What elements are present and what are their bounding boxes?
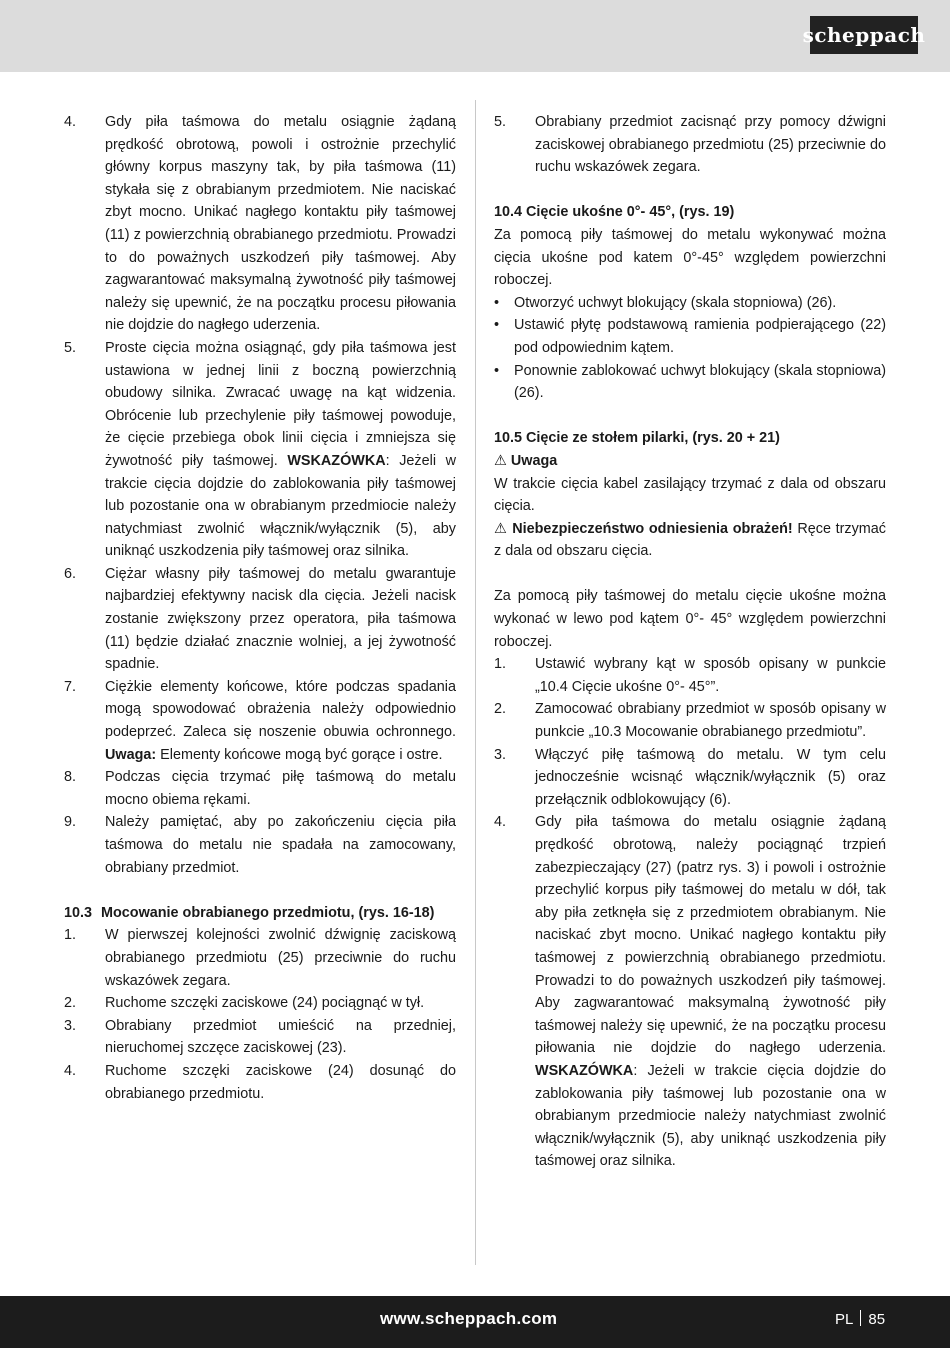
item-text: Proste cięcia można osiągnąć, gdy piła taśmowa jest ustawiona w jednej linii z boczną powierzchnią obudowy silnika. Zwracać uwagę na kąt widzenia. Obrócenie lub przechylenie piły taśmowej powoduje, że cięcie przebiega obok linii cięcia i zmniejsza się żywotność piły taśmowej. WSKAZÓWKA: Jeżeli w trakcie cięcia dojdzie do zablokowania piły taśmowej lub pozostanie ona w obrabianym przedmiocie należy natychmiast zwolnić włącznik/wyłącznik (5), aby uniknąć uszkodzenia piły taśmowej oraz silnika. (105, 339, 457, 560)
page-number: 85 (868, 1311, 886, 1328)
bullet-item: • Ponownie zablokować uchwyt blokujący (skala stopniowa) (26). (494, 360, 886, 405)
list-item (494, 811, 886, 1173)
website-link[interactable]: www.scheppach.com (380, 1309, 558, 1328)
list-item (64, 676, 456, 766)
warning-icon: ⚠ (494, 520, 508, 537)
bullet-icon: • (494, 317, 500, 334)
header-bar (0, 0, 950, 72)
paragraph: Za pomocą piły taśmowej do metalu cięcie ukośne można wykonać w lewo pod kątem 0°- 45° względem powierzchni roboczej. (494, 588, 886, 650)
list-item (64, 924, 456, 992)
bullet-icon: • (494, 294, 500, 311)
item-text: Ciężkie elementy końcowe, które podczas spadania mogą spowodować obrażenia należy odpowiednio podeprzeć. Zaleca się noszenie obuwia ochronnego. Uwaga: Elementy końcowe mogą być gorące i ostre. (105, 678, 456, 763)
item-number: 4. (64, 1062, 77, 1079)
left-column (64, 111, 456, 1105)
item-text: Zamocować obrabiany przedmiot w sposób opisany w punkcie „10.3 Mocowanie obrabianego przedmiotu”. (535, 701, 886, 741)
item-number: 2. (64, 995, 77, 1012)
right-column (494, 111, 886, 1173)
scheppach-logo: scheppach (810, 16, 918, 54)
item-text: Należy pamiętać, aby po zakończeniu cięcia piła taśmowa do metalu nie spadała na zamocowany, obrabiany przedmiot. (105, 814, 456, 876)
list-item (64, 992, 456, 1015)
item-text: Gdy piła taśmowa do metalu osiągnie żądaną prędkość obrotową, należy pociągnąć trzpień zabezpieczający (27) (patrz rys. 3) i powoli i ostrożnie przechylić korpus piły taśmowej do metalu w dół, tak aby piła zetknęła się z przedmiotem obrabianym. Nie naciskać zbyt mocno. Unikać nagłego kontaktu piły taśmowej z powierzchnią obrabianego przedmiotu. Prowadzi to do poważnych uszkodzeń piły taśmowej. Aby zagwarantować maksymalną żywotność piły taśmowej należy się upewnić, że na początku procesu piłowania nie dojdzie do nagłego uderzenia. WSKAZÓWKA: Jeżeli w trakcie cięcia dojdzie do zablokowania piły taśmowej lub pozostanie ona w obrabianym przedmiocie należy natychmiast zwolnić włącznik/wyłącznik (5), aby uniknąć uszkodzenia piły taśmowej oraz silnika. (535, 814, 886, 1170)
list-item (64, 1015, 456, 1060)
item-number: 3. (64, 1017, 77, 1034)
warning-icon: ⚠ (494, 452, 507, 469)
item-number: 1. (494, 656, 507, 673)
section-heading: 10.3 Mocowanie obrabianego przedmiotu, (rys. 16-18) (64, 904, 435, 921)
bullet-icon: • (494, 362, 500, 379)
item-text: Obrabiany przedmiot zacisnąć przy pomocy dźwigni zaciskowej obrabianego przedmiotu (25) przeciwnie do ruchu wskazówek zegara. (535, 114, 886, 176)
item-number: 6. (64, 565, 77, 582)
item-number: 4. (494, 814, 507, 831)
item-number: 2. (494, 701, 507, 718)
item-number: 1. (64, 927, 77, 944)
hint-label: WSKAZÓWKA (535, 1062, 634, 1079)
paragraph: W trakcie cięcia kabel zasilający trzymać z dala od obszaru cięcia. (494, 475, 886, 515)
item-text: Włączyć piłę taśmową do metalu. W tym celu jednocześnie wcisnąć włącznik/wyłącznik (5) oraz przełącznik odblokowujący (6). (535, 746, 886, 808)
item-text: Ustawić wybrany kąt w sposób opisany w punkcie „10.4 Cięcie ukośne 0°- 45°”. (535, 656, 886, 695)
list-item (64, 563, 456, 676)
hint-label: WSKAZÓWKA (287, 452, 386, 469)
item-number: 8. (64, 769, 77, 786)
section-heading: 10.4 Cięcie ukośne 0°- 45°, (rys. 19) (494, 204, 735, 221)
item-number: 4. (64, 114, 77, 130)
bullet-item: • Ustawić płytę podstawową ramienia podpierającego (22) pod odpowiednim kątem. (494, 314, 886, 359)
list-item (494, 653, 886, 698)
list-item (494, 111, 886, 179)
list-item (494, 698, 886, 743)
item-number: 3. (494, 746, 507, 763)
item-text: Gdy piła taśmowa do metalu osiągnie żądaną prędkość obrotową, powoli i ostrożnie przechylić główny korpus maszyny tak, by piła taśmowa (11) stykała się z obrabianym przedmiotem. Nie naciskać zbyt mocno. Unikać nagłego kontaktu piły taśmowej (11) z powierzchnią obrabianego przedmiotu. Prowadzi to do poważnych uszkodzeń piły taśmowej. Aby zagwarantować maksymalną żywotność piły taśmowej należy się upewnić, że na początku procesu piłowania nie dojdzie do nagłego uderzenia. (105, 114, 456, 334)
item-number: 7. (64, 678, 77, 695)
item-text: Ruchome szczęki zaciskowe (24) dosunąć do obrabianego przedmiotu. (105, 1062, 456, 1102)
list-item (64, 111, 456, 337)
column-divider (475, 100, 476, 1265)
item-number: 9. (64, 814, 77, 831)
item-number: 5. (494, 114, 507, 130)
item-text: W pierwszej kolejności zwolnić dźwignię zaciskową obrabianego przedmiotu (25) przeciwnie do ruchu wskazówek zegara. (105, 927, 456, 989)
footer-bar (0, 1296, 950, 1348)
section-heading: 10.5 Cięcie ze stołem pilarki, (rys. 20 + 21) (494, 430, 780, 447)
list-item (64, 1060, 456, 1105)
warning-heading: ⚠ Uwaga (494, 452, 558, 469)
list-item (64, 766, 456, 811)
item-number: 5. (64, 339, 77, 356)
item-text: Podczas cięcia trzymać piłę taśmową do metalu mocno obiema rękami. (105, 769, 456, 808)
list-item (64, 811, 456, 879)
bullet-item: • Otworzyć uchwyt blokujący (skala stopniowa) (26). (494, 292, 886, 315)
item-text: Ciężar własny piły taśmowej do metalu gwarantuje najbardziej efektywny nacisk dla cięcia. Jeżeli nacisk zostanie zwiększony przez operatora, piła taśmowa (11) będzie działać znacznie wolniej, a jej żywotność spadnie. (105, 565, 456, 673)
paragraph: Za pomocą piły taśmowej do metalu wykonywać można cięcia ukośne pod katem 0°-45° względem powierzchni roboczej. (494, 226, 886, 289)
item-text: Ruchome szczęki zaciskowe (24) pociągnąć w tył. (105, 995, 425, 1012)
caution-label: Uwaga: (105, 746, 157, 763)
page-indicator: PL 85 (835, 1311, 886, 1328)
list-item (494, 744, 886, 812)
item-text: Obrabiany przedmiot umieścić na przedniej, nieruchomej szczęce zaciskowej (23). (105, 1017, 456, 1057)
danger-note: ⚠ Niebezpieczeństwo odniesienia obrażeń! Ręce trzymać z dala od obszaru cięcia. (494, 520, 886, 560)
list-item (64, 337, 456, 563)
